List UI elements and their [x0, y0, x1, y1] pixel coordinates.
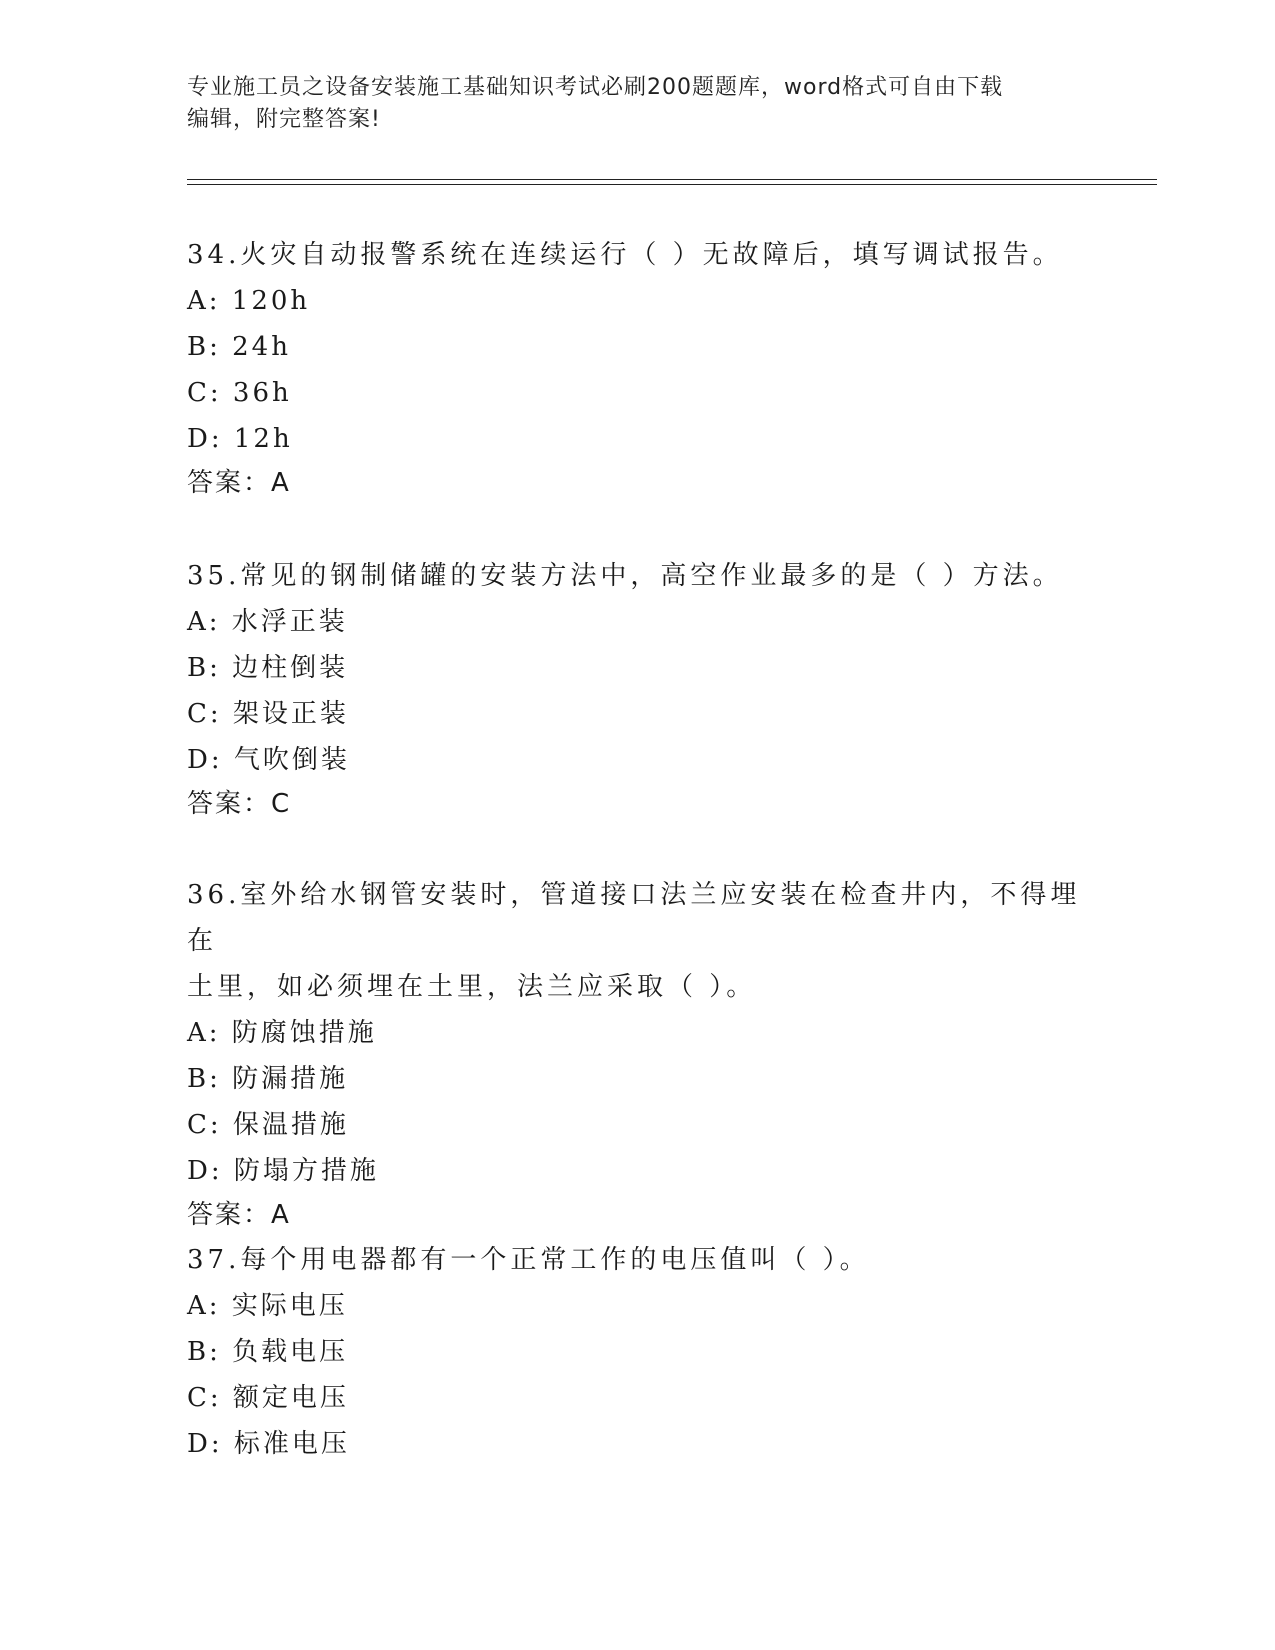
question-35 [187, 553, 1087, 825]
option-a: A: 120h [187, 286, 311, 316]
question-37 [187, 1237, 1087, 1467]
option-a: A: 水浮正装 [187, 607, 348, 637]
option-b: B: 边柱倒装 [187, 653, 349, 683]
option-d: D: 防塌方措施 [187, 1156, 379, 1186]
option-d: D: 气吹倒装 [187, 745, 350, 775]
document-header [187, 72, 1087, 136]
option-a: A: 实际电压 [187, 1291, 348, 1321]
header-divider-bottom [187, 184, 1157, 185]
option-c: C: 36h [187, 378, 292, 408]
option-c: C: 额定电压 [187, 1383, 349, 1413]
header-line-1: 专业施工员之设备安装施工基础知识考试必刷200题题库，word格式可自由下载 [187, 75, 1004, 100]
answer-label: 答案：C [187, 789, 292, 819]
question-stem: 35.常见的钢制储罐的安装方法中，高空作业最多的是（ ）方法。 [187, 561, 1063, 591]
option-d: D: 标准电压 [187, 1429, 350, 1459]
header-divider-top [187, 179, 1157, 180]
question-stem-line-1: 36.室外给水钢管安装时，管道接口法兰应安装在检查井内，不得埋在 [187, 880, 1081, 956]
question-stem: 37.每个用电器都有一个正常工作的电压值叫（ ）。 [187, 1245, 870, 1275]
option-c: C: 保温措施 [187, 1110, 349, 1140]
option-d: D: 12h [187, 424, 293, 454]
answer-label: 答案：A [187, 1200, 291, 1230]
question-stem: 34.火灾自动报警系统在连续运行（ ）无故障后，填写调试报告。 [187, 240, 1063, 270]
option-a: A: 防腐蚀措施 [187, 1018, 377, 1048]
option-b: B: 防漏措施 [187, 1064, 349, 1094]
question-stem-line-2: 土里，如必须埋在土里，法兰应采取（ ）。 [187, 972, 757, 1002]
question-36 [187, 872, 1087, 1236]
option-b: B: 负载电压 [187, 1337, 349, 1367]
option-c: C: 架设正装 [187, 699, 349, 729]
header-line-2: 编辑，附完整答案! [187, 107, 381, 132]
question-34 [187, 232, 1087, 504]
answer-label: 答案：A [187, 468, 291, 498]
option-b: B: 24h [187, 332, 291, 362]
